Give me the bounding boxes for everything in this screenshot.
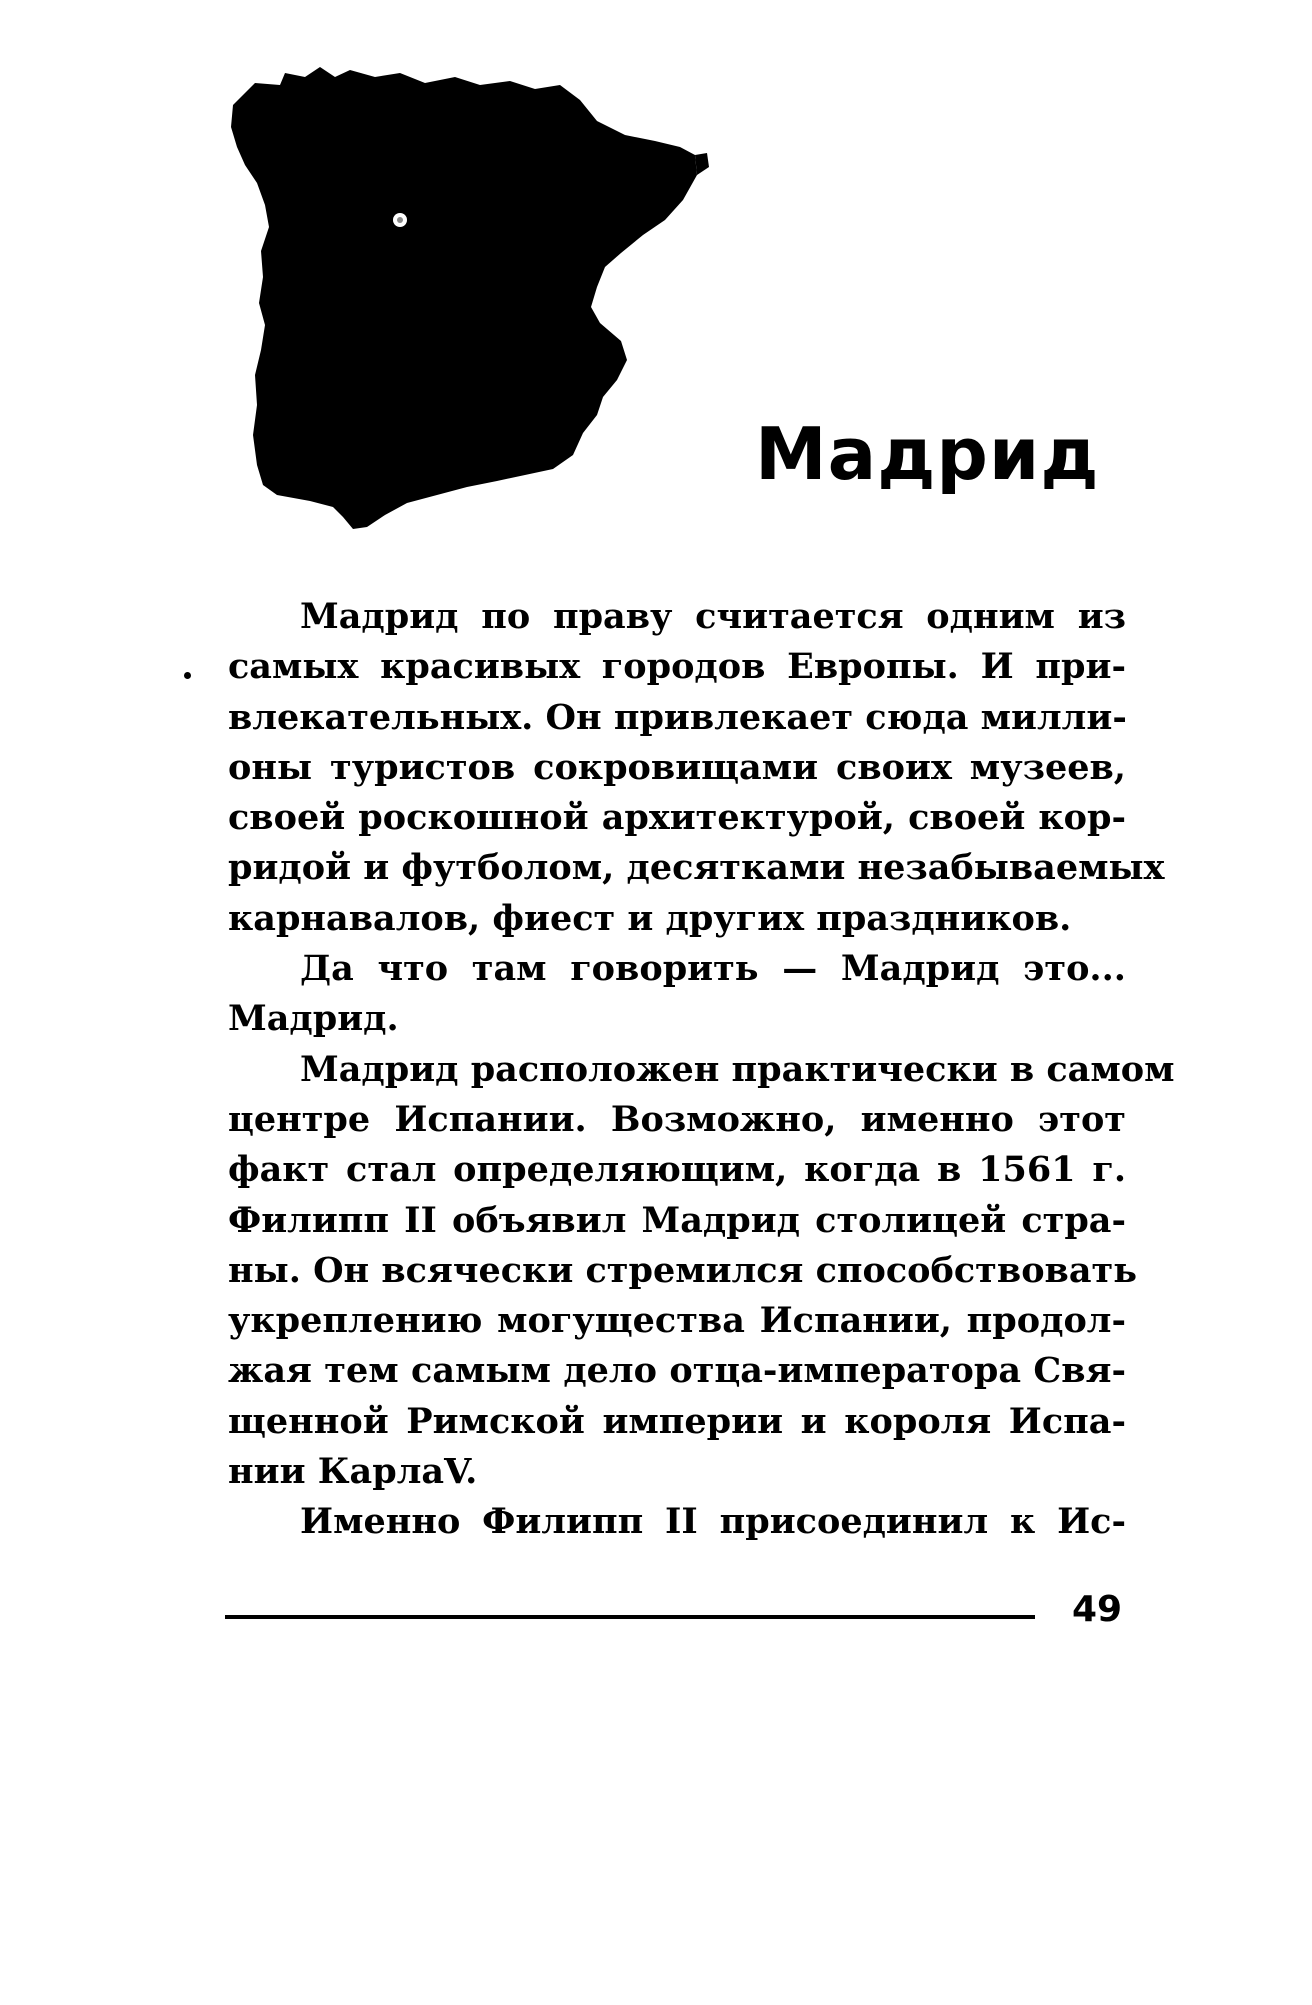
text-line: ридой и футболом, десятками незабываемых [228,847,1165,889]
text-line: своей роскошной архитектурой, своей кор- [228,797,1126,839]
text-line: Мадрид расположен практически в самом [300,1048,1175,1090]
text-line: Мадрид по праву считается одним из [300,596,1126,637]
text-line: Филипп II объявил Мадрид столицей стра- [228,1199,1126,1241]
chapter-title: Мадрид [755,412,1100,496]
margin-mark [184,672,191,679]
text-line: укреплению могущества Испании, продол- [228,1300,1126,1342]
footer-rule [225,1615,1035,1619]
text-line: Именно Филипп II присоединил к Ис- [300,1501,1126,1543]
text-line: жая тем самым дело отца-императора Свя- [228,1350,1126,1392]
text-line: влекательных. Он привлекает сюда милли- [228,696,1127,738]
text-line: щенной Римской империи и короля Испа- [228,1400,1126,1442]
text-line: карнавалов, фиест и других праздников. [228,897,1072,939]
text-line: нии КарлаV. [228,1451,478,1493]
text-line: центре Испании. Возможно, именно этот [228,1098,1126,1140]
text-line: Мадрид. [228,998,399,1040]
body-text [228,592,1175,1548]
text-line: Да что там говорить — Мадрид это... [300,948,1126,990]
text-line: факт стал определяющим, когда в 1561 г. [228,1149,1126,1191]
spain-silhouette [231,67,697,529]
text-line: самых красивых городов Европы. И при- [228,646,1126,688]
text-line: ны. Он всячески стремился способствовать [228,1249,1137,1291]
spain-map-icon [225,55,865,575]
page-number: 49 [1072,1589,1123,1630]
text-line: оны туристов сокровищами своих музеев, [228,746,1126,788]
